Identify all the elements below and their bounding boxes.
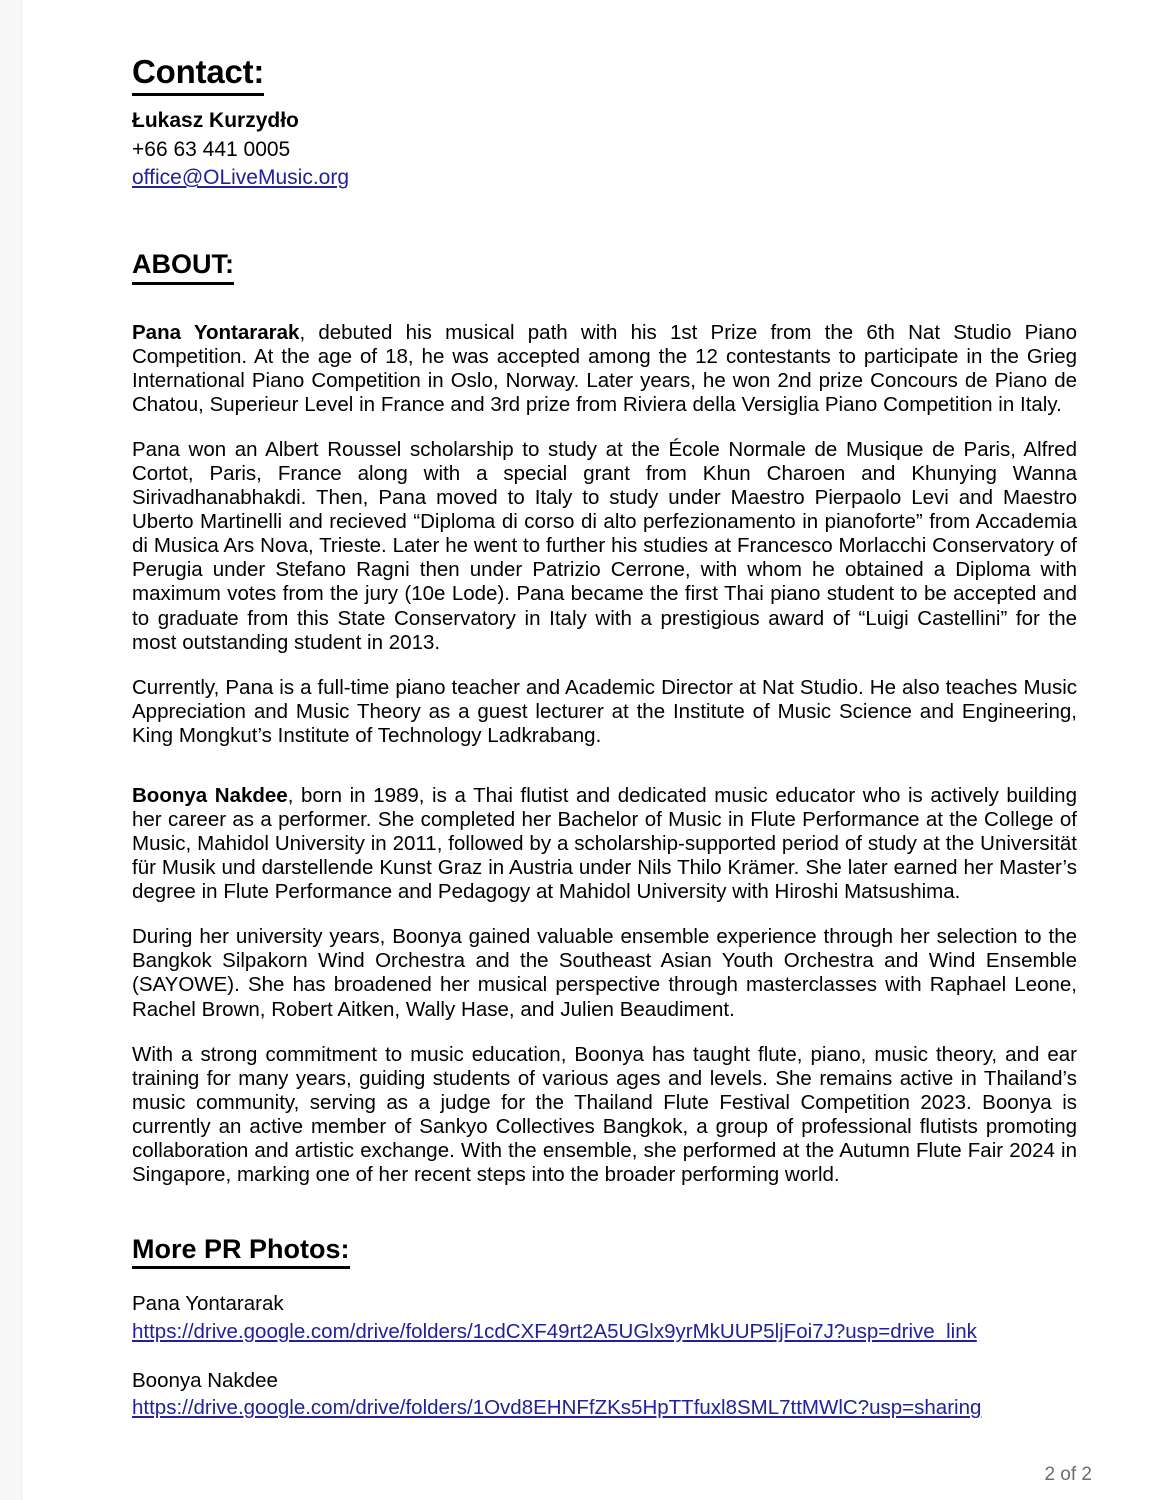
contact-block	[132, 52, 1077, 192]
page-content	[132, 52, 1077, 1422]
pana-paragraph-2: Pana won an Albert Roussel scholarship to study at the École Normale de Musique de Paris, Alfred Cortot, Paris, France along with a special grant from Khun Charoen and Khunying Wanna Sirivadhanabhakdi. Then, Pana moved to Italy to study under Maestro Pierpaolo Levi and Maestro Uberto Martinelli and recieved “Diploma di corso di alto perfezionamento in pianoforte” from Accademia di Musica Ars Nova, Trieste. Later he went to further his studies at Francesco Morlacchi Conservatory of Perugia under Stefano Ragni then under Patrizio Cerrone, with whom he obtained a Diploma with maximum votes from the jury (10e Lode). Pana became the first Thai piano student to be accepted and to graduate from this State Conservatory in Italy with a prestigious award of “Luigi Castellini” for the most outstanding student in 2013.	[132, 437, 1077, 654]
pana-bio-group	[132, 321, 1077, 748]
document-page	[23, 0, 1164, 1500]
boonya-bio-group	[132, 784, 1077, 1187]
contact-heading: Contact:	[132, 52, 264, 96]
contact-person-name: Łukasz Kurzydło	[132, 109, 299, 133]
boonya-name: Boonya Nakdee	[132, 783, 288, 807]
boonya-paragraph-2: During her university years, Boonya gained valuable ensemble experience through her selection to the Bangkok Silpakorn Wind Orchestra and the Southeast Asian Youth Orchestra and Wind Ensemble (SAYOWE). She has broadened her musical perspective through masterclasses with Raphael Leone, Rachel Brown, Robert Aitken, Wally Hase, and Julien Beaudiment.	[132, 925, 1077, 1021]
boonya-paragraph-1	[132, 784, 1077, 904]
pr-entry-name-boonya: Boonya Nakdee	[132, 1368, 278, 1392]
pr-drive-link-pana[interactable]: https://drive.google.com/drive/folders/1cdCXF49rt2A5UGlx9yrMkUUP5ljFoi7J?usp=drive_link	[132, 1320, 977, 1344]
pr-photos-section	[132, 1233, 1077, 1422]
pr-entry-boonya	[132, 1368, 1077, 1422]
about-section	[132, 248, 1077, 1187]
pana-paragraph-1	[132, 321, 1077, 417]
contact-email-link[interactable]: office@OLiveMusic.org	[132, 165, 350, 189]
pr-drive-link-boonya[interactable]: https://drive.google.com/drive/folders/1Ovd8EHNFfZKs5HpTTfuxl8SML7ttMWlC?usp=sharing	[132, 1396, 982, 1420]
pr-entry-name-pana: Pana Yontararak	[132, 1292, 284, 1316]
page-left-gutter	[0, 0, 22, 1500]
about-heading: ABOUT:	[132, 248, 234, 284]
boonya-paragraph-1-rest: , born in 1989, is a Thai flutist and dedicated music educator who is actively building her career as a performer. She completed her Bachelor of Music in Flute Performance at the College of Music, Mahidol University in 2011, followed by a scholarship-supported period of study at the Universität für Musik und darstellende Kunst Graz in Austria under Nils Thilo Krämer. She later earned her Master’s degree in Flute Performance and Pedagogy at Mahidol University with Hiroshi Matsushima.	[132, 783, 1077, 904]
pr-entry-pana	[132, 1291, 1077, 1345]
boonya-paragraph-3: With a strong commitment to music education, Boonya has taught flute, piano, music theory, and ear training for many years, guiding students of various ages and levels. She remains active in Thailand’s music community, serving as a judge for the Thailand Flute Festival Competition 2023. Boonya is currently an active member of Sankyo Collectives Bangkok, a group of professional flutists promoting collaboration and artistic exchange. With the ensemble, she performed at the Autumn Flute Fair 2024 in Singapore, marking one of her recent steps into the broader performing world.	[132, 1042, 1077, 1187]
pana-name: Pana Yontararak	[132, 320, 300, 344]
page-number-indicator: 2 of 2	[1044, 1464, 1092, 1485]
pana-paragraph-1-rest: , debuted his musical path with his 1st Prize from the 6th Nat Studio Piano Competition. At the age of 18, he was accepted among the 12 contestants to participate in the Grieg International Piano Competition in Oslo, Norway. Later years, he won 2nd prize Concours de Piano de Chatou, Superieur Level in France and 3rd prize from Riviera della Versiglia Piano Competition in Italy.	[132, 320, 1077, 416]
contact-phone-number: +66 63 441 0005	[132, 137, 291, 161]
pana-paragraph-3: Currently, Pana is a full-time piano teacher and Academic Director at Nat Studio. He also teaches Music Appreciation and Music Theory as a guest lecturer at the Institute of Music Science and Engineering, King Mongkut’s Institute of Technology Ladkrabang.	[132, 675, 1077, 747]
pr-photos-heading: More PR Photos:	[132, 1233, 350, 1269]
